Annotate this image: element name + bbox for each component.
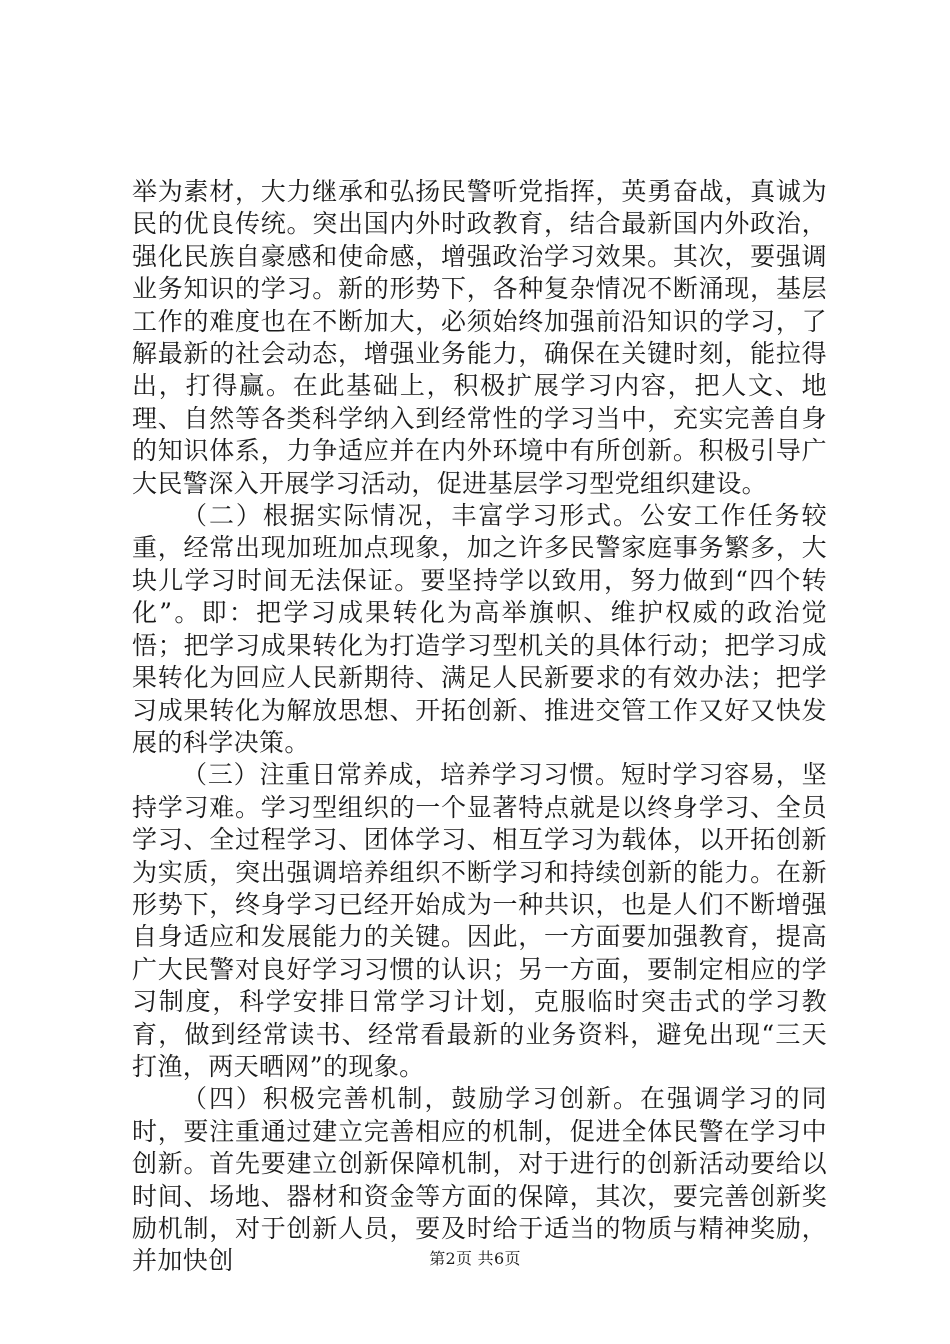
paragraph-section-3: （三）注重日常养成，培养学习习惯。短时学习容易，坚持学习难。学习型组织的一个显著特点就是以终身学习、全员学习、全过程学习、团体学习、相互学习为载体，以开拓创新为实质，突出强调培养组织不断学习和持续创新的能力。在新形势下，终身学习已经开始成为一种共识，也是人们不断增强自身适应和发展能力的关键。因此，一方面要加强教育，提高广大民警对良好学习习惯的认识；另一方面，要制定相应的学习制度，科学安排日常学习计划，克服临时突击式的学习教育，做到经常读书、经常看最新的业务资料，避免出现“三天打渔，两天晒网”的现象。	[132, 760, 827, 1081]
paragraph-section-4: （四）积极完善机制，鼓励学习创新。在强调学习的同时，要注重通过建立完善相应的机制，促进全体民警在学习中创新。首先要建立创新保障机制，对于进行的创新活动要给以时间、场地、器材和资金等方面的保障，其次，要完善创新奖励机制，对于创新人员，要及时给于适当的物质与精神奖励，并加快创	[132, 1084, 827, 1276]
paragraph-section-2: （二）根据实际情况，丰富学习形式。公安工作任务较重，经常出现加班加点现象，加之许多民警家庭事务繁多，大块儿学习时间无法保证。要坚持学以致用，努力做到“四个转化”。即：把学习成果转化为高举旗帜、维护权威的政治觉悟；把学习成果转化为打造学习型机关的具体行动；把学习成果转化为回应人民新期待、满足人民新要求的有效办法；把学习成果转化为解放思想、开拓创新、推进交管工作又好又快发展的科学决策。	[132, 501, 827, 757]
paragraph-continuation: 举为素材，大力继承和弘扬民警听党指挥，英勇奋战，真诚为民的优良传统。突出国内外时政教育，结合最新国内外政治，强化民族自豪感和使命感，增强政治学习效果。其次，要强调业务知识的学习。新的形势下，各种复杂情况不断涌现，基层工作的难度也在不断加大，必须始终加强前沿知识的学习，了解最新的社会动态，增强业务能力，确保在关键时刻，能拉得出，打得赢。在此基础上，积极扩展学习内容，把人文、地理、自然等各类科学纳入到经常性的学习当中，充实完善自身的知识体系，力争适应并在内外环境中有所创新。积极引导广大民警深入开展学习活动，促进基层学习型党组织建设。	[132, 177, 827, 498]
page-number: 第2页 共6页	[429, 1249, 521, 1268]
document-body	[132, 176, 827, 1278]
